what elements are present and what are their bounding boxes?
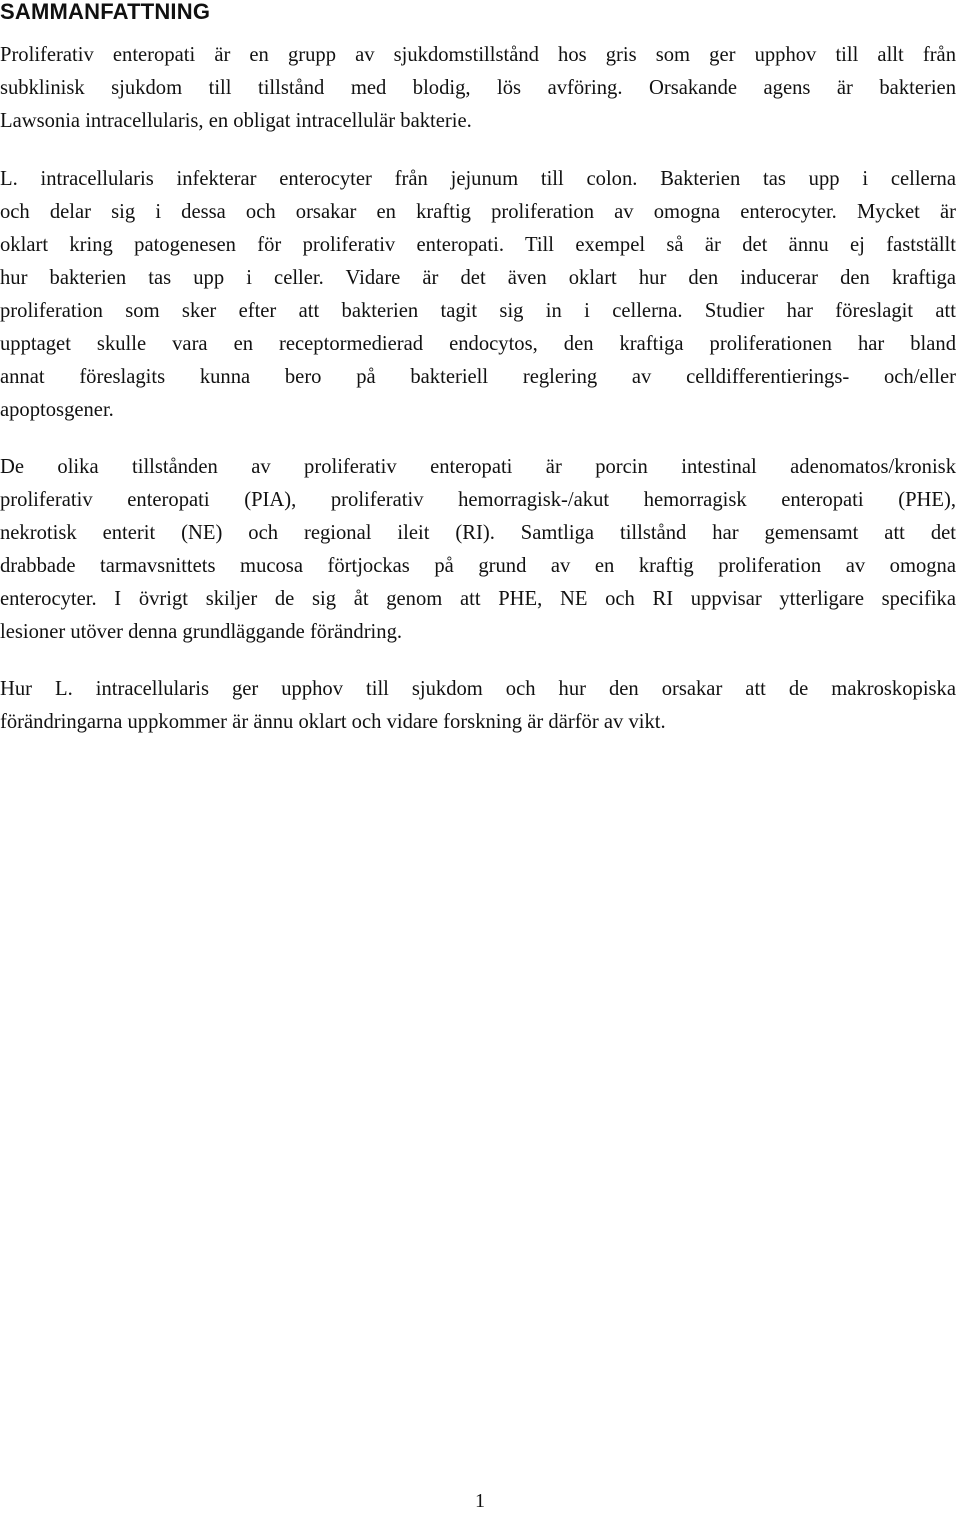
paragraph-line: proliferation som sker efter att bakterien tagit sig in i cellerna. Studier har föreslagit att <box>0 300 956 322</box>
paragraph-line: subklinisk sjukdom till tillstånd med blodig, lös avföring. Orsakande agens är bakterien <box>0 77 956 99</box>
paragraph-line: L. intracellularis infekterar enterocyter från jejunum till colon. Bakterien tas upp i cellerna <box>0 168 956 190</box>
paragraph-line: förändringarna uppkommer är ännu oklart och vidare forskning är därför av vikt. <box>0 711 666 733</box>
paragraph-conditions <box>0 451 956 649</box>
paragraph-conclusion <box>0 673 956 739</box>
paragraph-line: proliferativ enteropati (PIA), proliferativ hemorragisk-/akut hemorragisk enteropati (PHE), <box>0 489 956 511</box>
paragraph-line: enterocyter. I övrigt skiljer de sig åt genom att PHE, NE och RI uppvisar ytterligare specifika <box>0 588 956 610</box>
paragraph-line: upptaget skulle vara en receptormedierad endocytos, den kraftiga proliferationen har bland <box>0 333 956 355</box>
page-number: 1 <box>475 1490 485 1512</box>
paragraph-pathogenesis <box>0 163 956 427</box>
paragraph-line: Proliferativ enteropati är en grupp av sjukdomstillstånd hos gris som ger upphov till allt från <box>0 44 956 66</box>
paragraph-line: lesioner utöver denna grundläggande förändring. <box>0 621 403 643</box>
paragraph-line: Hur L. intracellularis ger upphov till sjukdom och hur den orsakar att de makroskopiska <box>0 678 956 700</box>
paragraph-line: drabbade tarmavsnittets mucosa förtjockas på grund av en kraftig proliferation av omogna <box>0 555 956 577</box>
paragraph-introduction <box>0 39 956 138</box>
paragraph-line: hur bakterien tas upp i celler. Vidare är det även oklart hur den inducerar den kraftiga <box>0 267 956 289</box>
paragraph-line: och delar sig i dessa och orsakar en kraftig proliferation av omogna enterocyter. Mycket är <box>0 201 956 223</box>
section-heading: SAMMANFATTNING <box>0 0 211 24</box>
paragraph-line: Lawsonia intracellularis, en obligat intracellulär bakterie. <box>0 110 472 132</box>
paragraph-line: nekrotisk enterit (NE) och regional ileit (RI). Samtliga tillstånd har gemensamt att det <box>0 522 956 544</box>
paragraph-line: apoptosgener. <box>0 399 114 421</box>
paragraph-line: oklart kring patogenesen för proliferativ enteropati. Till exempel så är det ännu ej fastställt <box>0 234 956 256</box>
paragraph-line: De olika tillstånden av proliferativ enteropati är porcin intestinal adenomatos/kronisk <box>0 456 956 478</box>
paragraph-line: annat föreslagits kunna bero på bakteriell reglering av celldifferentierings- och/eller <box>0 366 956 388</box>
